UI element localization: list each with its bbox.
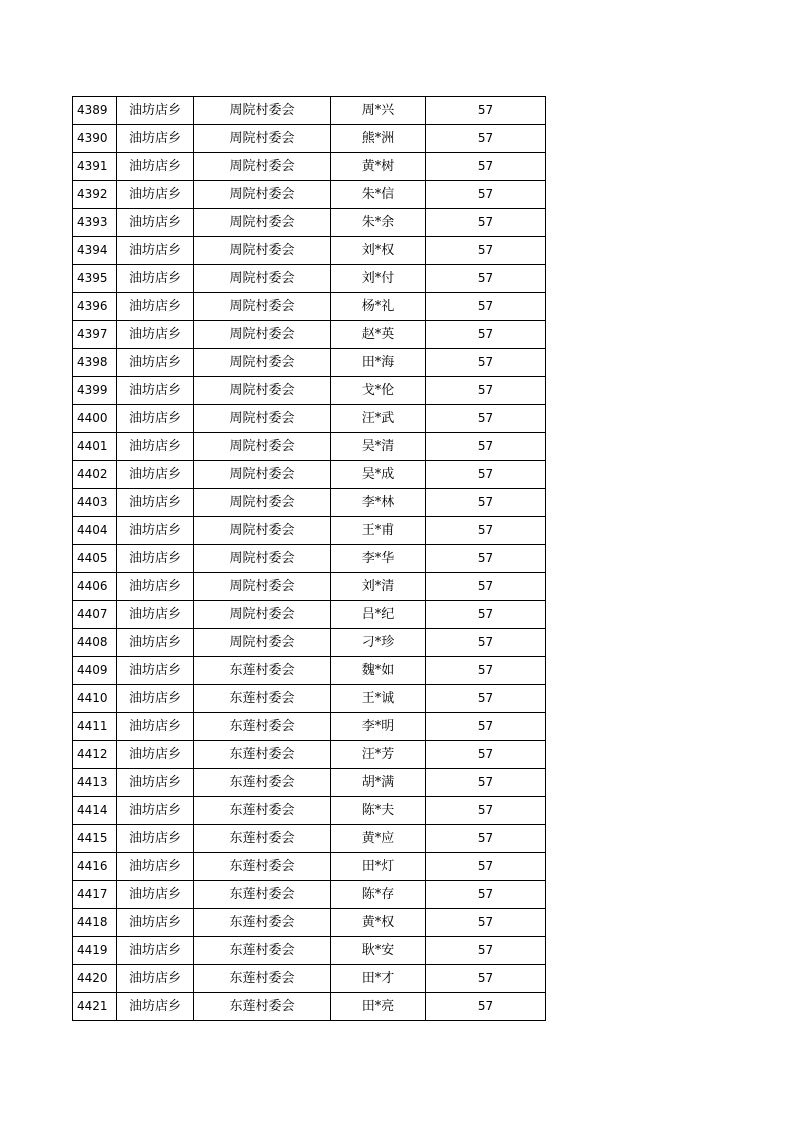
person-name-cell: 田*亮 <box>331 993 426 1021</box>
row-number-cell: 4415 <box>73 825 117 853</box>
amount-cell: 57 <box>426 573 546 601</box>
person-name-cell: 赵*英 <box>331 321 426 349</box>
township-cell: 油坊店乡 <box>117 237 194 265</box>
table-body <box>73 97 546 1021</box>
amount-cell: 57 <box>426 629 546 657</box>
village-committee-cell: 周院村委会 <box>194 405 331 433</box>
village-committee-cell: 周院村委会 <box>194 237 331 265</box>
table-row <box>73 741 546 769</box>
table-row <box>73 909 546 937</box>
person-name-cell: 李*林 <box>331 489 426 517</box>
person-name-cell: 吕*纪 <box>331 601 426 629</box>
person-name-cell: 朱*余 <box>331 209 426 237</box>
village-committee-cell: 东莲村委会 <box>194 825 331 853</box>
village-committee-cell: 周院村委会 <box>194 377 331 405</box>
row-number-cell: 4414 <box>73 797 117 825</box>
row-number-cell: 4391 <box>73 153 117 181</box>
amount-cell: 57 <box>426 517 546 545</box>
village-committee-cell: 周院村委会 <box>194 601 331 629</box>
person-name-cell: 汪*武 <box>331 405 426 433</box>
amount-cell: 57 <box>426 405 546 433</box>
village-committee-cell: 周院村委会 <box>194 433 331 461</box>
person-name-cell: 李*明 <box>331 713 426 741</box>
table-row <box>73 993 546 1021</box>
row-number-cell: 4393 <box>73 209 117 237</box>
row-number-cell: 4398 <box>73 349 117 377</box>
township-cell: 油坊店乡 <box>117 713 194 741</box>
amount-cell: 57 <box>426 769 546 797</box>
township-cell: 油坊店乡 <box>117 377 194 405</box>
row-number-cell: 4409 <box>73 657 117 685</box>
village-committee-cell: 东莲村委会 <box>194 769 331 797</box>
village-committee-cell: 东莲村委会 <box>194 741 331 769</box>
row-number-cell: 4408 <box>73 629 117 657</box>
amount-cell: 57 <box>426 657 546 685</box>
table-row <box>73 489 546 517</box>
person-name-cell: 汪*芳 <box>331 741 426 769</box>
village-committee-cell: 东莲村委会 <box>194 797 331 825</box>
amount-cell: 57 <box>426 125 546 153</box>
amount-cell: 57 <box>426 797 546 825</box>
row-number-cell: 4410 <box>73 685 117 713</box>
table-row <box>73 881 546 909</box>
township-cell: 油坊店乡 <box>117 181 194 209</box>
person-name-cell: 王*诚 <box>331 685 426 713</box>
amount-cell: 57 <box>426 349 546 377</box>
amount-cell: 57 <box>426 97 546 125</box>
village-committee-cell: 周院村委会 <box>194 489 331 517</box>
amount-cell: 57 <box>426 853 546 881</box>
person-name-cell: 李*华 <box>331 545 426 573</box>
person-name-cell: 耿*安 <box>331 937 426 965</box>
table-row <box>73 209 546 237</box>
amount-cell: 57 <box>426 461 546 489</box>
table-row <box>73 769 546 797</box>
township-cell: 油坊店乡 <box>117 293 194 321</box>
table-row <box>73 517 546 545</box>
township-cell: 油坊店乡 <box>117 769 194 797</box>
township-cell: 油坊店乡 <box>117 265 194 293</box>
person-name-cell: 王*甫 <box>331 517 426 545</box>
village-committee-cell: 东莲村委会 <box>194 909 331 937</box>
township-cell: 油坊店乡 <box>117 321 194 349</box>
table-row <box>73 853 546 881</box>
row-number-cell: 4402 <box>73 461 117 489</box>
table-row <box>73 433 546 461</box>
village-committee-cell: 周院村委会 <box>194 321 331 349</box>
table-row <box>73 713 546 741</box>
person-name-cell: 田*灯 <box>331 853 426 881</box>
table-row <box>73 685 546 713</box>
amount-cell: 57 <box>426 489 546 517</box>
table-row <box>73 545 546 573</box>
township-cell: 油坊店乡 <box>117 97 194 125</box>
table-row <box>73 153 546 181</box>
township-cell: 油坊店乡 <box>117 489 194 517</box>
person-name-cell: 黄*树 <box>331 153 426 181</box>
township-cell: 油坊店乡 <box>117 965 194 993</box>
table-row <box>73 825 546 853</box>
village-committee-cell: 东莲村委会 <box>194 657 331 685</box>
township-cell: 油坊店乡 <box>117 657 194 685</box>
person-name-cell: 戈*伦 <box>331 377 426 405</box>
row-number-cell: 4392 <box>73 181 117 209</box>
person-name-cell: 陈*存 <box>331 881 426 909</box>
amount-cell: 57 <box>426 433 546 461</box>
table-row <box>73 237 546 265</box>
amount-cell: 57 <box>426 237 546 265</box>
village-committee-cell: 东莲村委会 <box>194 713 331 741</box>
village-committee-cell: 周院村委会 <box>194 125 331 153</box>
amount-cell: 57 <box>426 881 546 909</box>
row-number-cell: 4403 <box>73 489 117 517</box>
table-row <box>73 965 546 993</box>
person-name-cell: 魏*如 <box>331 657 426 685</box>
table-row <box>73 573 546 601</box>
table-row <box>73 461 546 489</box>
township-cell: 油坊店乡 <box>117 461 194 489</box>
township-cell: 油坊店乡 <box>117 517 194 545</box>
person-name-cell: 朱*信 <box>331 181 426 209</box>
person-name-cell: 胡*满 <box>331 769 426 797</box>
village-committee-cell: 东莲村委会 <box>194 965 331 993</box>
amount-cell: 57 <box>426 181 546 209</box>
amount-cell: 57 <box>426 377 546 405</box>
table-row <box>73 601 546 629</box>
village-committee-cell: 周院村委会 <box>194 181 331 209</box>
beneficiary-table <box>72 96 546 1021</box>
person-name-cell: 田*海 <box>331 349 426 377</box>
row-number-cell: 4420 <box>73 965 117 993</box>
amount-cell: 57 <box>426 937 546 965</box>
person-name-cell: 刘*权 <box>331 237 426 265</box>
person-name-cell: 熊*洲 <box>331 125 426 153</box>
row-number-cell: 4406 <box>73 573 117 601</box>
village-committee-cell: 周院村委会 <box>194 461 331 489</box>
person-name-cell: 刘*付 <box>331 265 426 293</box>
table-row <box>73 937 546 965</box>
row-number-cell: 4399 <box>73 377 117 405</box>
township-cell: 油坊店乡 <box>117 909 194 937</box>
table-row <box>73 657 546 685</box>
township-cell: 油坊店乡 <box>117 853 194 881</box>
township-cell: 油坊店乡 <box>117 685 194 713</box>
row-number-cell: 4396 <box>73 293 117 321</box>
person-name-cell: 杨*礼 <box>331 293 426 321</box>
row-number-cell: 4405 <box>73 545 117 573</box>
village-committee-cell: 周院村委会 <box>194 209 331 237</box>
township-cell: 油坊店乡 <box>117 601 194 629</box>
table-row <box>73 265 546 293</box>
row-number-cell: 4412 <box>73 741 117 769</box>
person-name-cell: 周*兴 <box>331 97 426 125</box>
township-cell: 油坊店乡 <box>117 937 194 965</box>
row-number-cell: 4413 <box>73 769 117 797</box>
person-name-cell: 黄*应 <box>331 825 426 853</box>
row-number-cell: 4421 <box>73 993 117 1021</box>
township-cell: 油坊店乡 <box>117 125 194 153</box>
amount-cell: 57 <box>426 993 546 1021</box>
village-committee-cell: 周院村委会 <box>194 573 331 601</box>
table-row <box>73 349 546 377</box>
village-committee-cell: 东莲村委会 <box>194 993 331 1021</box>
person-name-cell: 刁*珍 <box>331 629 426 657</box>
row-number-cell: 4390 <box>73 125 117 153</box>
township-cell: 油坊店乡 <box>117 881 194 909</box>
village-committee-cell: 周院村委会 <box>194 517 331 545</box>
row-number-cell: 4417 <box>73 881 117 909</box>
person-name-cell: 吴*成 <box>331 461 426 489</box>
person-name-cell: 黄*权 <box>331 909 426 937</box>
row-number-cell: 4394 <box>73 237 117 265</box>
table-row <box>73 797 546 825</box>
township-cell: 油坊店乡 <box>117 209 194 237</box>
amount-cell: 57 <box>426 321 546 349</box>
row-number-cell: 4407 <box>73 601 117 629</box>
township-cell: 油坊店乡 <box>117 825 194 853</box>
amount-cell: 57 <box>426 741 546 769</box>
row-number-cell: 4404 <box>73 517 117 545</box>
person-name-cell: 吴*清 <box>331 433 426 461</box>
township-cell: 油坊店乡 <box>117 153 194 181</box>
table-row <box>73 629 546 657</box>
table-row <box>73 293 546 321</box>
row-number-cell: 4400 <box>73 405 117 433</box>
row-number-cell: 4416 <box>73 853 117 881</box>
village-committee-cell: 东莲村委会 <box>194 853 331 881</box>
amount-cell: 57 <box>426 293 546 321</box>
village-committee-cell: 周院村委会 <box>194 293 331 321</box>
amount-cell: 57 <box>426 909 546 937</box>
village-committee-cell: 周院村委会 <box>194 349 331 377</box>
village-committee-cell: 东莲村委会 <box>194 881 331 909</box>
amount-cell: 57 <box>426 209 546 237</box>
row-number-cell: 4411 <box>73 713 117 741</box>
village-committee-cell: 周院村委会 <box>194 545 331 573</box>
table-row <box>73 125 546 153</box>
township-cell: 油坊店乡 <box>117 629 194 657</box>
township-cell: 油坊店乡 <box>117 433 194 461</box>
village-committee-cell: 周院村委会 <box>194 153 331 181</box>
row-number-cell: 4397 <box>73 321 117 349</box>
amount-cell: 57 <box>426 545 546 573</box>
table-row <box>73 405 546 433</box>
amount-cell: 57 <box>426 825 546 853</box>
village-committee-cell: 周院村委会 <box>194 265 331 293</box>
township-cell: 油坊店乡 <box>117 405 194 433</box>
township-cell: 油坊店乡 <box>117 545 194 573</box>
row-number-cell: 4401 <box>73 433 117 461</box>
township-cell: 油坊店乡 <box>117 349 194 377</box>
village-committee-cell: 东莲村委会 <box>194 937 331 965</box>
amount-cell: 57 <box>426 713 546 741</box>
table-row <box>73 377 546 405</box>
township-cell: 油坊店乡 <box>117 573 194 601</box>
village-committee-cell: 东莲村委会 <box>194 685 331 713</box>
township-cell: 油坊店乡 <box>117 741 194 769</box>
village-committee-cell: 周院村委会 <box>194 629 331 657</box>
table-row <box>73 97 546 125</box>
person-name-cell: 陈*夫 <box>331 797 426 825</box>
amount-cell: 57 <box>426 601 546 629</box>
village-committee-cell: 周院村委会 <box>194 97 331 125</box>
row-number-cell: 4418 <box>73 909 117 937</box>
amount-cell: 57 <box>426 965 546 993</box>
row-number-cell: 4395 <box>73 265 117 293</box>
row-number-cell: 4389 <box>73 97 117 125</box>
table-row <box>73 181 546 209</box>
amount-cell: 57 <box>426 685 546 713</box>
amount-cell: 57 <box>426 265 546 293</box>
table-row <box>73 321 546 349</box>
person-name-cell: 刘*清 <box>331 573 426 601</box>
township-cell: 油坊店乡 <box>117 993 194 1021</box>
row-number-cell: 4419 <box>73 937 117 965</box>
person-name-cell: 田*才 <box>331 965 426 993</box>
township-cell: 油坊店乡 <box>117 797 194 825</box>
amount-cell: 57 <box>426 153 546 181</box>
